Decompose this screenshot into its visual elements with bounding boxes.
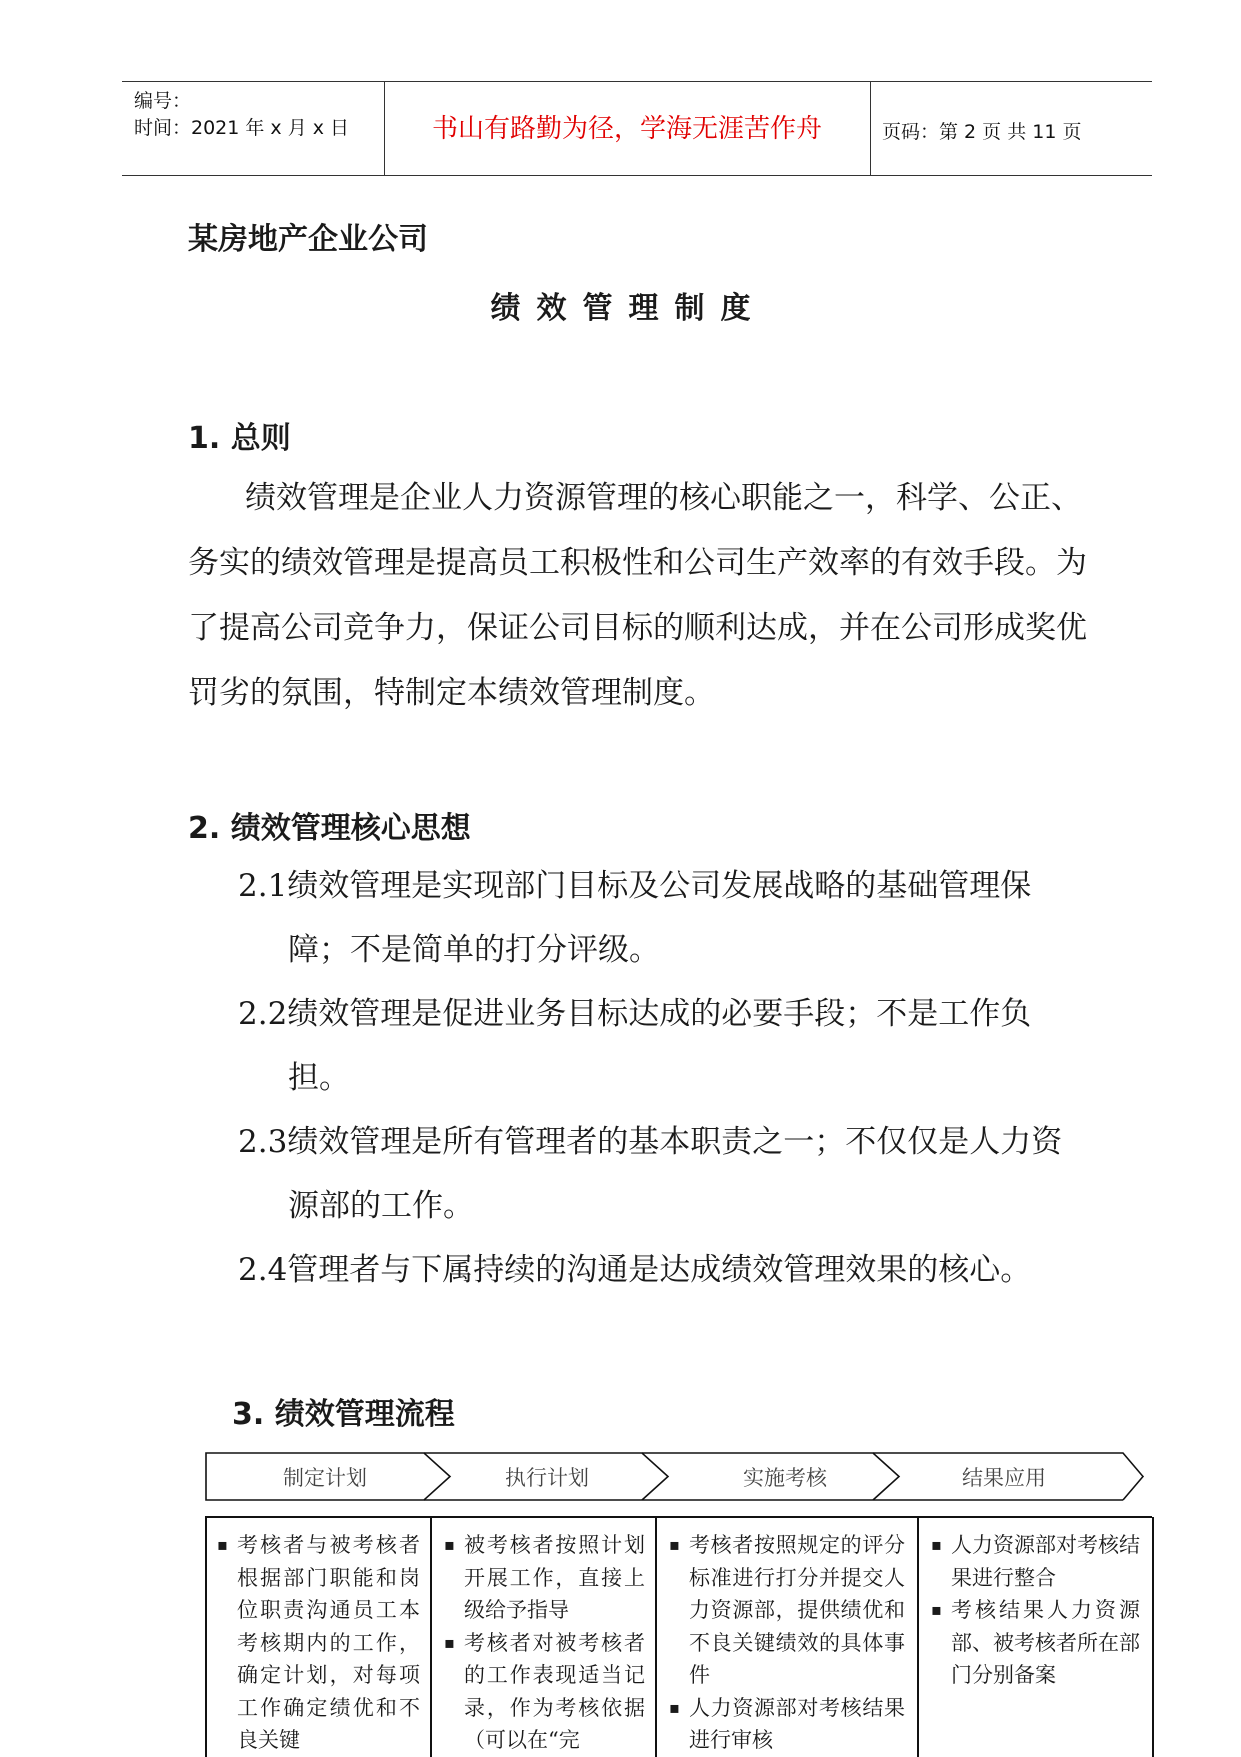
process-column-apply [917,1517,1154,1757]
core-idea-item: 2.1绩效管理是实现部门目标及公司发展战略的基础管理保障；不是简单的打分评级。 [238,868,1032,968]
header-number-label: 编号： [134,90,192,112]
process-column-item: ▪ 考核结果人力资源部、被考核者所在部门分别备案 [929,1594,1140,1692]
process-column-item: ▪ 考核者与被考核者根据部门职能和岗位职责沟通员工本考核期内的工作，确定计划，对每项工作确定绩优和不良关键 [215,1529,420,1757]
header-bottom-rule [122,175,1152,176]
step-apply: 结果应用 [962,1466,1046,1490]
header-divider-right [870,81,871,175]
step-plan: 制定计划 [283,1466,367,1490]
step-assess: 实施考核 [743,1466,827,1490]
step-execute: 执行计划 [505,1466,589,1490]
core-idea-item: 2.4管理者与下属持续的沟通是达成绩效管理效果的核心。 [238,1252,1032,1288]
header-page-info: 页码：第 2 页 共 11 页 [882,121,1082,143]
process-column-item: ▪ 被考核者按照计划开展工作，直接上级给予指导 [442,1529,645,1627]
process-column-plan [205,1517,430,1757]
core-idea-item: 2.2绩效管理是促进业务目标达成的必要手段；不是工作负担。 [238,996,1032,1096]
document-title: 绩效管理制度 [490,291,767,326]
header-motto: 书山有路勤为径，学海无涯苦作舟 [431,114,822,144]
process-column-assess [655,1517,917,1757]
process-column-item: ▪ 人力资源部对考核结果进行整合 [929,1529,1140,1594]
core-idea-item: 2.3绩效管理是所有管理者的基本职责之一；不仅仅是人力资源部的工作。 [238,1124,1063,1224]
header-top-rule [122,81,1152,82]
process-column-item: ▪ 人力资源部对考核结果进行审核 [667,1692,905,1757]
section-1-paragraph: 绩效管理是企业人力资源管理的核心职能之一，科学、公正、务实的绩效管理是提高员工积极性和公司生产效率的有效手段。为了提高公司竞争力，保证公司目标的顺利达成，并在公司形成奖优罚劣的氛围，特制定本绩效管理制度。 [188,480,1087,711]
section-1-heading: 1. 总则 [188,421,291,456]
core-ideas-list [238,854,1088,1302]
company-name: 某房地产企业公司 [188,222,428,257]
section-3-heading: 3. 绩效管理流程 [232,1397,455,1432]
process-column-item: ▪ 考核者对被考核者的工作表现适当记录，作为考核依据（可以在“完 [442,1627,645,1757]
section-2-heading: 2. 绩效管理核心思想 [188,811,471,846]
header-time-label: 时间：2021 年 x 月 x 日 [134,117,350,139]
process-column-item: ▪ 考核者按照规定的评分标准进行打分并提交人力资源部，提供绩优和不良关键绩效的具体事件 [667,1529,905,1692]
process-column-execute [430,1517,655,1757]
